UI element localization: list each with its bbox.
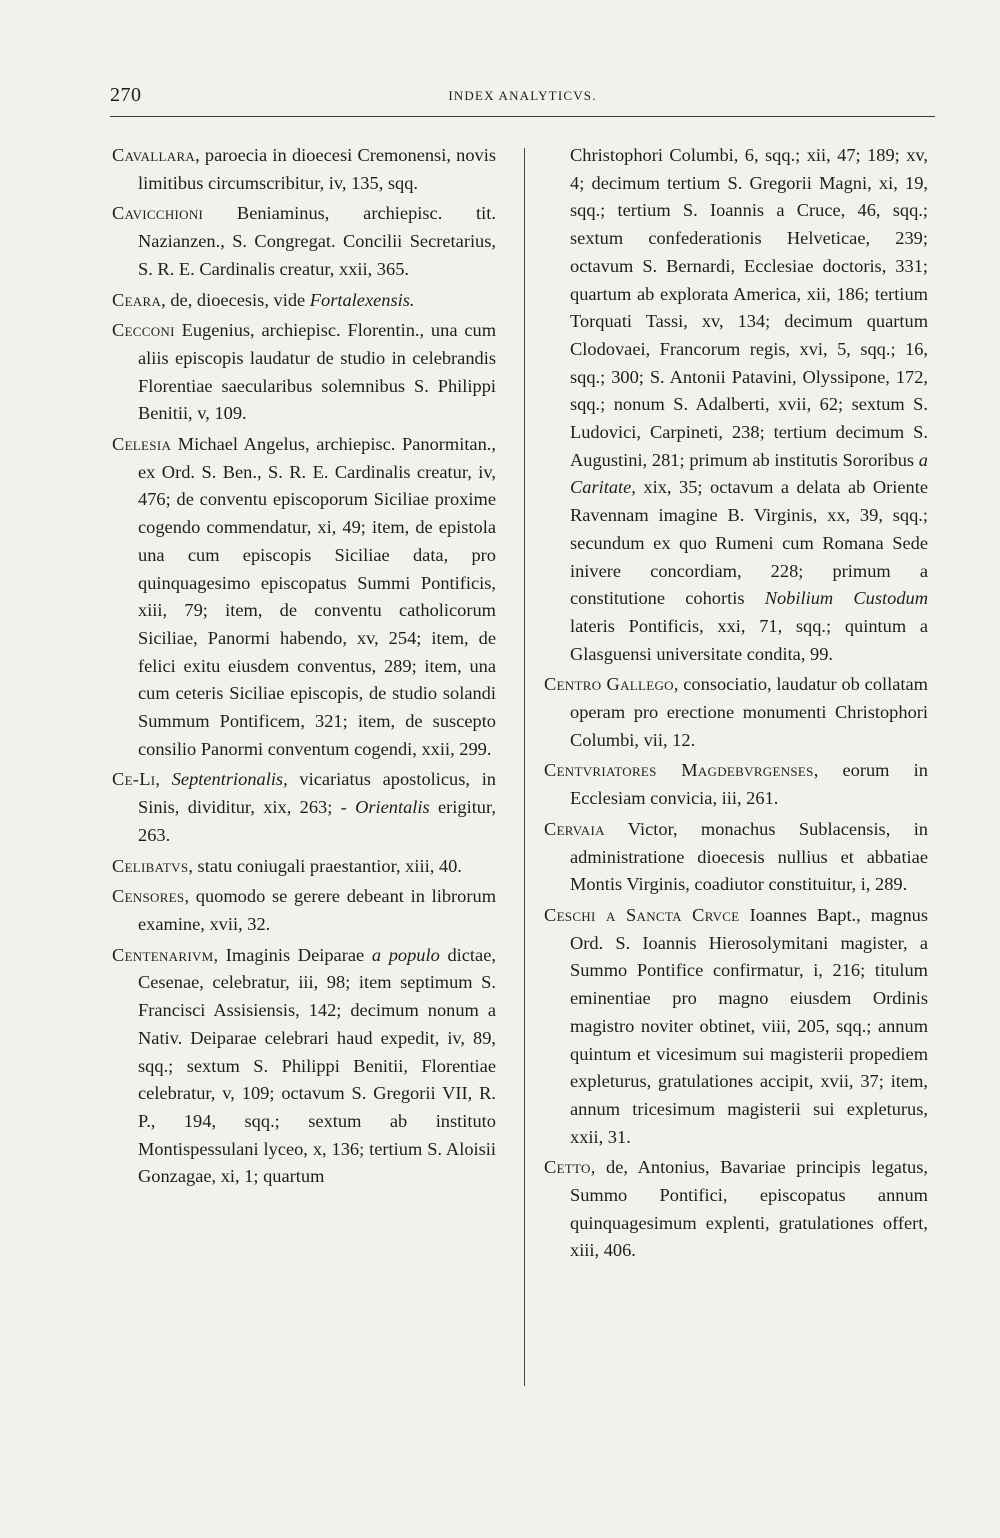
index-entry: [112, 883, 496, 938]
entry-text: Victor, monachus Sublacensis, in administratione dioecesis nullius et abbatiae Montis Virginis, coadiutor constituitur, i, 289.: [570, 818, 928, 895]
entry-heading: Celesia: [112, 434, 172, 455]
index-entry: [544, 757, 928, 812]
index-entry: [544, 142, 928, 668]
entry-text: Eugenius, archiepisc. Florentin., una cum aliis episcopis laudatur de studio in celebrandis Florentiae saecularibus solemnibus S. Philippi Benitii, v, 109.: [138, 320, 496, 424]
index-entry: [544, 816, 928, 899]
entry-text: Beniaminus, archiepisc. tit. Nazianzen., S. Congregat. Concilii Secretarius, S. R. E. Cardinalis creatur, xxii, 365.: [138, 203, 496, 279]
entry-text: xix, 35; octavum a delata ab Oriente Ravennam imagine B. Virginis, xx, 39, sqq.; secundum ex quo Rumeni cum Romana Sede inivere concordiam, 228; primum a constitutione cohortis: [570, 477, 928, 609]
entry-heading: Centenarivm: [112, 944, 214, 965]
page-number: 270: [110, 84, 142, 106]
index-entry: [544, 671, 928, 754]
entry-text: , paroecia in dioecesi Cremonensi, novis limitibus circumscribitur, iv, 135, sqq.: [138, 145, 496, 193]
entry-heading: Cetto: [544, 1157, 591, 1178]
index-entry: [112, 431, 496, 763]
entry-text: , Imaginis Deiparae: [213, 944, 372, 965]
index-entry: [112, 317, 496, 428]
entry-heading: Ce-Li: [112, 769, 156, 790]
entry-text: , consociatio, laudatur ob collatam operam pro erectione monumenti Christophori Columbi, vii, 12.: [570, 674, 928, 750]
entry-text-italic: a populo: [371, 944, 440, 965]
index-entry: [112, 200, 496, 283]
column-divider: [524, 148, 525, 1386]
running-head: INDEX ANALYTICVS.: [448, 88, 597, 103]
index-entry: [112, 287, 496, 315]
entry-text: Christophori Columbi, 6, sqq.; xii, 47; 189; xv, 4; decimum tertium S. Gregorii Magni, xi, 19, sqq.; tertium S. Ioannis a Cruce, 46, sqq.; sextum confederationis Helveticae, 239; octavum S. Bernardi, Ecclesiae doctoris, 331; quartum ab explorata America, xii, 186; tertium Torquati Tassi, xv, 134; decimum quartum Clodovaei, Francorum regis, xvi, 5, sqq.; 16, sqq.; 300; S. Antonii Patavini, Olyssipone, 172, sqq.; nonum S. Adalberti, xvii, 62; sextum S. Ludovici, Carpineti, 238; tertium decimum S. Augustini, 281; primum ab institutis Sororibus: [570, 145, 928, 470]
index-entry: [112, 766, 496, 849]
entry-text: Ioannes Bapt., magnus Ord. S. Ioannis Hierosolymitani magister, a Summo Pontifice confirmatur, i, 216; titulum eminentiae pro magno eiusdem Ordinis magistro noviter obtinet, viii, 205, sqq.; annum quintum et vicesimum sui magisterii propediem expleturus, gratulationes accipit, xvii, 37; item, annum tricesimum magisterii sui expleturus, xxii, 31.: [570, 904, 929, 1147]
entry-heading: Ceara: [112, 289, 162, 310]
index-entry: [544, 902, 928, 1151]
entry-text: erigitur, 263.: [138, 797, 496, 845]
index-entry: [112, 942, 496, 1191]
entry-text: , eorum in Ecclesiam convicia, iii, 261.: [570, 760, 928, 809]
entry-text-italic: Nobilium Custodum: [764, 588, 929, 609]
entry-heading: Centvriatores Magdebvrgenses: [544, 760, 814, 781]
index-entry: [112, 142, 496, 197]
header-rule: [110, 116, 935, 117]
entry-text-italic: Fortalexensis.: [309, 289, 415, 310]
entry-heading: Celibatvs: [112, 855, 189, 876]
entry-heading: Ceschi a Sancta Crvce: [544, 904, 740, 925]
entry-heading: Cavicchioni: [112, 203, 204, 224]
entry-text-italic: a Caritate,: [570, 449, 928, 498]
entry-text: ,: [155, 769, 172, 790]
index-entry: [112, 853, 496, 881]
entry-text: , quomodo se gerere debeant in librorum examine, xvii, 32.: [138, 886, 496, 934]
right-column: [544, 142, 928, 1268]
entry-text: , statu coniugali praestantior, xiii, 40.: [188, 855, 462, 876]
page-header: [110, 84, 935, 112]
entry-text-italic: Septentrionalis,: [171, 769, 288, 790]
entry-text: , de, dioecesis, vide: [161, 289, 310, 310]
entry-heading: Centro Gallego: [544, 674, 674, 695]
entry-text: vicariatus apostolicus, in Sinis, dividitur, xix, 263; -: [138, 769, 496, 818]
entry-heading: Cecconi: [112, 320, 175, 341]
entry-text: lateris Pontificis, xxi, 71, sqq.; quintum a Glasguensi universitate condita, 99.: [570, 615, 928, 664]
entry-heading: Cervaia: [544, 818, 605, 839]
entry-heading: Cavallara: [112, 145, 196, 165]
entry-text: Michael Angelus, archiepisc. Panormitan., ex Ord. S. Ben., S. R. E. Cardinalis creatur, iv, 476; de conventu episcoporum Siciliae proxime cogendo commendatur, xi, 49; item, de epistola una cum episcopis Siciliae data, pro quinquagesimo episcopatus Summi Pontificis, xiii, 79; item, de conventu catholicorum Siciliae, Panormi habendo, xv, 254; item, de felici exitu eiusdem conventus, 289; item, una cum ceteris Siciliae episcopis, de studio solandi Summum Pontificem, 321; item, de suscepto consilio Panormi conventum cogendi, xxii, 299.: [138, 434, 496, 759]
entry-text-italic: Orientalis: [355, 797, 430, 818]
entry-text: , de, Antonius, Bavariae principis legatus, Summo Pontifici, episcopatus annum quinquagesimum explenti, gratulationes offert, xiii, 406.: [570, 1157, 928, 1261]
index-entry: [544, 1154, 928, 1265]
entry-text: dictae, Cesenae, celebratur, iii, 98; item septimum S. Francisci Assisiensis, 142; decimum nonum a Nativ. Deiparae celebrari haud expedit, iv, 89, sqq.; sextum S. Philippi Benitii, Florentiae celebratur, v, 109; octavum S. Gregorii VII, R. P., 194, sqq.; sextum ab instituto Montispessulani lyceo, x, 136; tertium S. Aloisii Gonzagae, xi, 1; quartum: [138, 944, 496, 1187]
entry-heading: Censores: [112, 886, 185, 907]
left-column: [112, 142, 496, 1194]
